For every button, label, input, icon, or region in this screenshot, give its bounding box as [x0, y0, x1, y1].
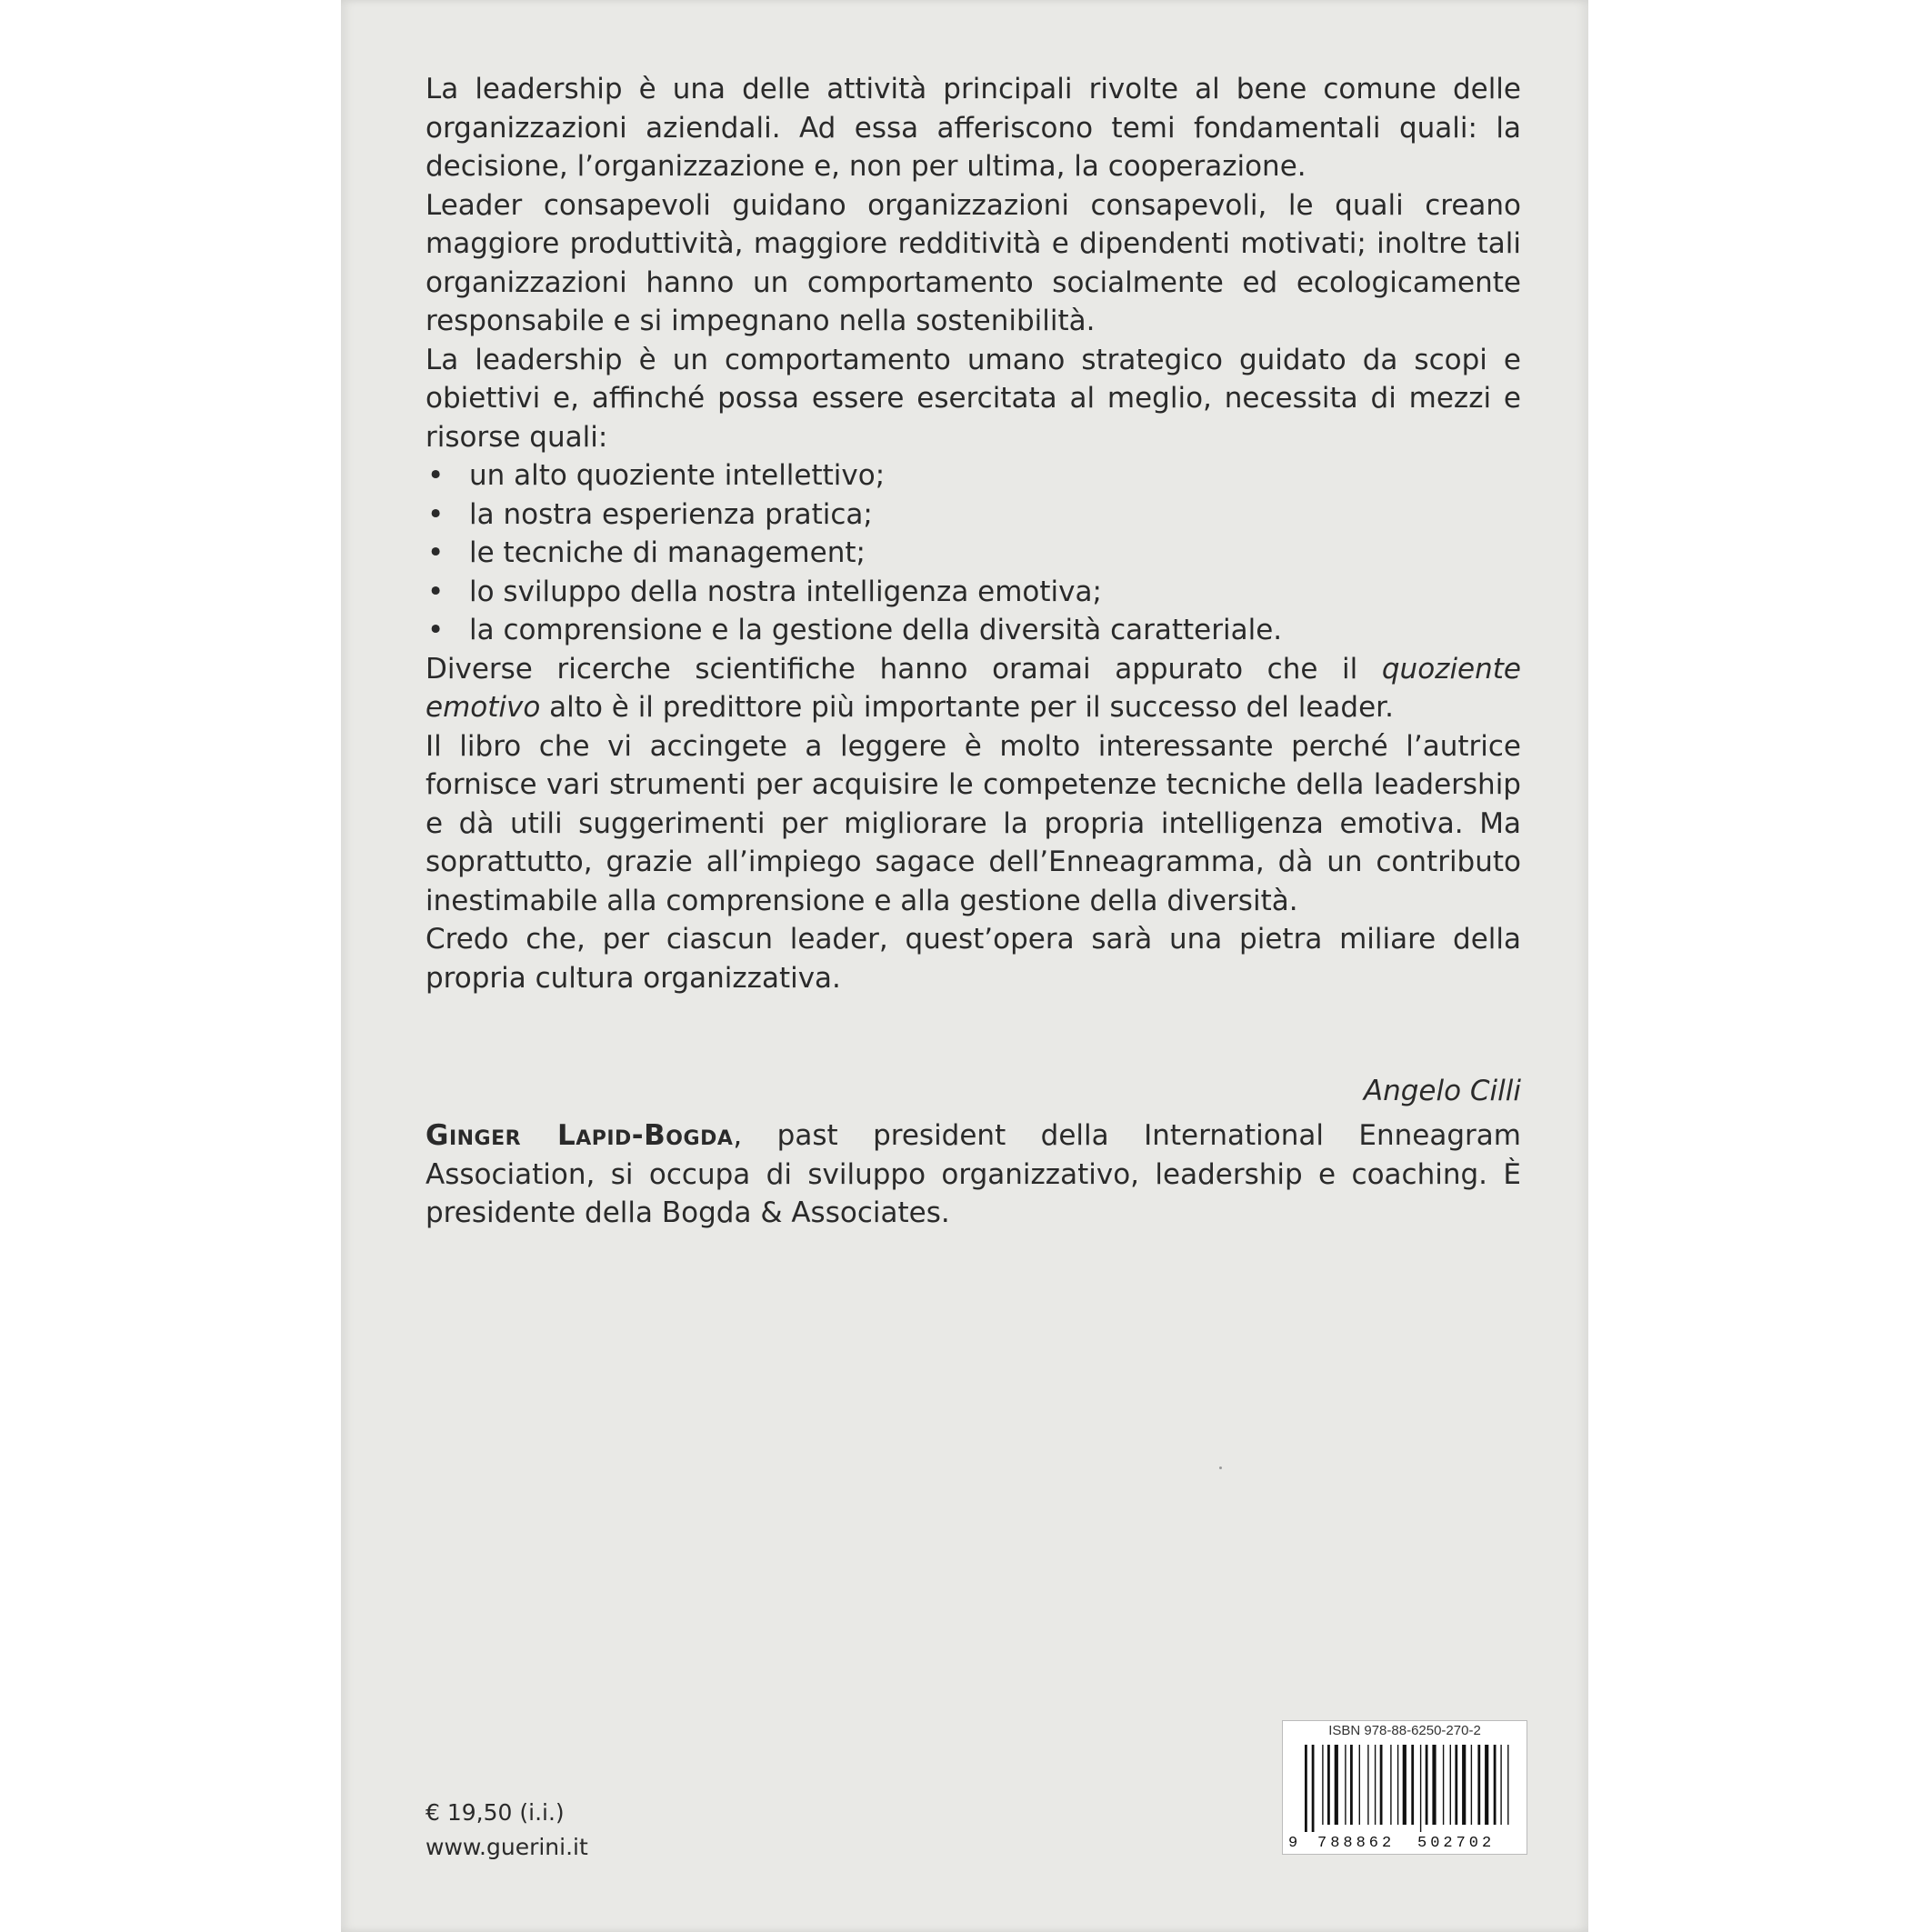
paragraph-book: Il libro che vi accingete a leggere è molto interessante perché l’autrice fornisce vari strumenti per acquisire le competenze tecniche della leadership e dà utili suggerimenti per migliorare la propria intelligenza emotiva. Ma soprattutto, grazie all’impiego sagace dell’Enneagramma, dà un contributo inestimabile alla comprensione e alla gestione della diversità. — [425, 729, 1521, 917]
list-item — [425, 534, 1521, 573]
bullet-icon: • — [427, 497, 445, 531]
barcode-bar — [1375, 1745, 1376, 1825]
bullet-icon: • — [427, 614, 445, 646]
bullet-icon: • — [427, 536, 445, 569]
barcode-left-digits: 788862 — [1317, 1835, 1396, 1852]
barcode-bar — [1335, 1745, 1338, 1825]
paragraph-research — [425, 650, 1521, 727]
barcode-bar — [1312, 1745, 1315, 1832]
list-item — [425, 611, 1521, 650]
barcode-bar — [1485, 1745, 1488, 1825]
isbn-label: ISBN 978-88-6250-270-2 — [1328, 1723, 1481, 1738]
paragraph-intro-1: La leadership è una delle attività principali rivolte al bene comune delle organizzazioni aziendali. Ad essa afferiscono temi fondamentali quali: la decisione, l’organizzazione e, non per ultima, la cooperazione. — [425, 73, 1521, 183]
paragraph-closing: Credo che, per ciascun leader, quest’opera sarà una pietra miliare della propria cultura organizzativa. — [425, 923, 1521, 995]
barcode-bar — [1455, 1745, 1457, 1825]
barcode-bar — [1507, 1745, 1508, 1825]
barcode-bar — [1327, 1745, 1330, 1825]
list-item — [425, 496, 1521, 535]
list-item-text: la nostra esperienza pratica; — [469, 497, 873, 531]
list-item-text: la comprensione e la gestione della diversità caratteriale. — [469, 614, 1283, 646]
emphasis-term: quoziente emotivo — [425, 652, 1521, 724]
list-item — [425, 456, 1521, 496]
list-item-text: lo sviluppo della nostra intelligenza emotiva; — [469, 575, 1102, 608]
barcode-bar — [1432, 1745, 1436, 1825]
resources-list — [425, 456, 1521, 650]
author-bio-text: , past president della International Enneagram Association, si occupa di sviluppo organizzativo, leadership e coaching. È presidente della Bogda & Associates. — [425, 1119, 1521, 1229]
barcode-bar — [1471, 1745, 1472, 1825]
barcode-right-digits: 502702 — [1417, 1835, 1496, 1852]
list-item — [425, 573, 1521, 612]
barcode-icon — [1283, 1741, 1527, 1852]
price-block — [425, 1796, 588, 1865]
signature: Angelo Cilli — [1363, 1075, 1521, 1107]
barcode-bar — [1345, 1745, 1346, 1825]
barcode-bar — [1420, 1745, 1421, 1832]
barcode-bar — [1477, 1745, 1480, 1825]
barcode-bar — [1494, 1745, 1497, 1825]
barcode-bar — [1350, 1745, 1353, 1825]
author-name: Ginger Lapid-Bogda — [425, 1119, 734, 1152]
paragraph-intro-3: La leadership è un comportamento umano strategico guidato da scopi e obiettivi e, affinché possa essere esercitata al meglio, necessita di mezzi e risorse quali: — [425, 343, 1521, 454]
barcode-bar — [1462, 1745, 1466, 1825]
barcode-bar — [1367, 1745, 1368, 1825]
barcode-bar — [1397, 1745, 1398, 1825]
paragraph-research-end: alto è il predittore più importante per il successo del leader. — [540, 691, 1394, 724]
author-bio — [425, 1116, 1521, 1233]
barcode-bar — [1443, 1745, 1444, 1825]
barcode-bar — [1305, 1745, 1307, 1832]
barcode-bar — [1426, 1745, 1428, 1825]
list-item-text: un alto quoziente intellettivo; — [469, 459, 886, 492]
bullet-icon: • — [427, 459, 445, 492]
barcode-bar — [1380, 1745, 1383, 1825]
paragraph-research-start: Diverse ricerche scientifiche hanno oramai appurato che il — [425, 652, 1382, 686]
barcode-bar — [1411, 1745, 1414, 1825]
barcode-bar — [1390, 1745, 1391, 1825]
back-cover — [341, 0, 1588, 1932]
list-item-text: le tecniche di management; — [469, 536, 866, 569]
cover-body-text — [425, 70, 1521, 1107]
paragraph-intro-2: Leader consapevoli guidano organizzazioni consapevoli, le quali creano maggiore produttività, maggiore redditività e dipendenti motivati; inoltre tali organizzazioni hanno un comportamento socialmente ed ecologicamente responsabile e si impegnano nella sostenibilità. — [425, 188, 1521, 337]
bullet-icon: • — [427, 575, 445, 608]
publisher-website: www.guerini.it — [425, 1834, 588, 1860]
barcode-bar — [1359, 1745, 1360, 1825]
paper-speck — [1219, 1467, 1222, 1469]
barcode-box — [1282, 1720, 1527, 1855]
barcode-bar — [1500, 1745, 1501, 1825]
barcode-bar — [1403, 1745, 1406, 1825]
barcode-first-digit: 9 — [1288, 1835, 1298, 1852]
barcode-bar — [1322, 1745, 1323, 1825]
price-label: € 19,50 (i.i.) — [425, 1799, 565, 1826]
barcode-bar — [1450, 1745, 1451, 1825]
